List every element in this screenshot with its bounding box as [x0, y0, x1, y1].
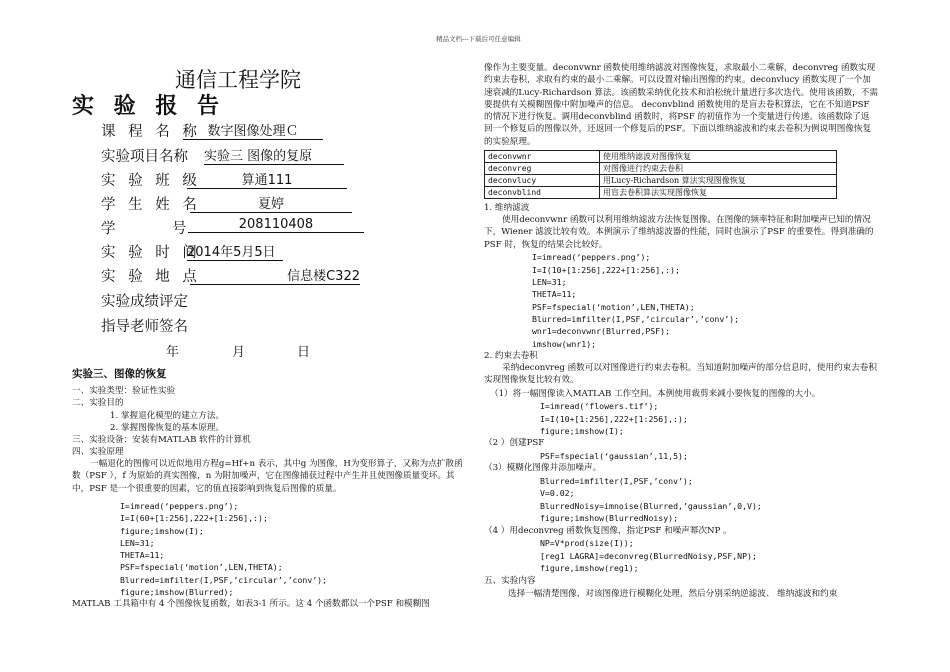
code-line: PSF=fspecial(‘motion’,LEN,THETA); [532, 302, 695, 312]
step-1: （1）将一幅图像读入MATLAB 工作空间。本例使用裁剪来减小要恢复的图像的大小。 [490, 389, 821, 399]
field-value-id: 208110408 [188, 217, 364, 233]
code-line: [reg1 LAGRA]=deconvreg(BlurredNoisy,PSF,NP); [540, 551, 757, 561]
item2-paragraph: 采纳deconvreg 函数可以对图像进行约束去卷积。当知道附加噪声的部分信息时，使用约束去卷积实现图像恢复比较有效。 [484, 363, 877, 386]
table-cell: 用盲去卷积算法实现图像恢复 [600, 187, 837, 199]
table-row [485, 151, 837, 163]
last-line: 选择一幅清楚图像，对该图像进行模糊化处理，然后分别采纳逆滤波、 维纳滤波和约束 [508, 589, 838, 599]
table-cell: 使用维纳滤波对图像恢复 [600, 151, 837, 163]
code-line: PSF=fspecial(‘gaussian’,11,5); [540, 451, 688, 461]
code-line: imshow(wnr1); [532, 339, 597, 349]
code-line: THETA=11; [120, 550, 165, 560]
table-cell: 用Lucy-Richardson 算法实现图像恢复 [600, 175, 837, 187]
code-line: I=imread(‘peppers.png’); [532, 252, 651, 262]
date-month: 月 [232, 345, 246, 360]
code-line: BlurredNoisy=imnoise(Blurred,’gaussian’,0,V); [540, 501, 762, 511]
step-3: （3）模糊化图像并添加噪声。 [484, 463, 602, 473]
table-cell: deconvreg [485, 163, 600, 175]
code-line: I=imread(‘peppers.png’); [120, 501, 239, 511]
field-value-course: 数字图像处理Ｃ [183, 120, 323, 140]
section-5-title: 五、实验内容 [484, 576, 536, 586]
field-label-id-2: 号 [172, 221, 187, 237]
step-2: （2 ）创建PSF [484, 438, 545, 448]
principle-paragraph: 一幅退化的图像可以近似地用方程g=Hf+n 表示，其中g 为图像，H为变形算子，又称为点扩散函数（PSF ），f 为原始的真实图像，n 为附加噪声，它在图像捕获过程中产生并且使图像质量变坏。其中，PSF 是一个很重要的因素，它的值直接影响到恢复后图像的质量。 [72, 459, 463, 494]
field-label-name: 学 生 姓 名 [101, 197, 201, 213]
date-year: 年 [166, 345, 180, 360]
field-label-project: 实验项目名称 [101, 149, 188, 165]
code-line: Blurred=imfilter(I,PSF,’circular’,’conv’); [120, 575, 328, 585]
code-line: PSF=fspecial(‘motion’,LEN,THETA); [120, 562, 283, 572]
header-note: 精品文档---下载后可任意编辑 [436, 35, 521, 43]
section-heading: 实验三、图像的恢复 [72, 368, 167, 380]
table-cell: 对图像进行约束去卷积 [600, 163, 837, 175]
item2-title: 2. 约束去卷积 [484, 351, 538, 361]
code-line: I=I(60+[1:256],222+[1:256],:); [120, 513, 268, 523]
field-label-grade: 实验成绩评定 [101, 294, 188, 310]
table-cell: deconvlucy [485, 175, 600, 187]
code-line: wnr1=deconvwnr(Blurred,PSF); [532, 326, 671, 336]
code-line: figure;imshow(I); [540, 426, 624, 436]
field-label-course: 课 程 名 称 [101, 124, 201, 140]
item1-paragraph: 使用deconvwnr 函数可以利用维纳滤波方法恢复图像。在图像的频率特征和附加噪声已知的情况下，Wiener 滤波比较有效。本例演示了维纳滤波器的性能，同时也演示了PSF 的重要性。得到准确的PSF 时，恢复的结果会比较好。 [484, 215, 874, 250]
text-line: 一、实验类型：验证性实验 [72, 386, 176, 396]
school-name: 通信工程学院 [175, 68, 301, 92]
table-cell: deconvblind [485, 187, 600, 199]
date-day: 日 [297, 345, 311, 360]
function-table [484, 150, 837, 199]
code-line: figure,imshow(reg1); [540, 563, 639, 573]
table-row [485, 163, 837, 175]
text-line: MATLAB 工具箱中有 4 个图像恢复函数，如表3-1 所示。这 4 个函数都以一个PSF 和模糊图 [72, 599, 430, 609]
field-label-id: 学 [101, 221, 116, 237]
field-value-time: 2014年5月5日 [187, 241, 283, 261]
code-line: I=I(10+[1:256],222+[1:256],:); [532, 265, 680, 275]
code-line: I=imread(‘flowers.tif’); [540, 401, 659, 411]
field-value-project: 实验三 图像的复原 [204, 145, 344, 165]
text-line: 三、实验设备：安装有MATLAB 软件的计算机 [72, 435, 251, 445]
code-line: figure;imshow(I); [120, 526, 204, 536]
report-title: 实 验 报 告 [72, 94, 225, 119]
table-cell: deconvwnr [485, 151, 600, 163]
text-line: 1. 掌握退化模型的建立方法。 [110, 411, 225, 421]
text-line: 二、实验目的 [72, 398, 124, 408]
field-value-class: 算通111 [187, 169, 347, 189]
text-line: 四、实验原理 [72, 447, 124, 457]
field-label-time: 实 验 时 间 [101, 245, 201, 261]
code-line: I=I(10+[1:256],222+[1:256],:); [540, 414, 688, 424]
code-line: figure;imshow(Blurred); [120, 587, 234, 597]
code-line: figure;imshow(BlurredNoisy); [540, 513, 679, 523]
step-4: （4 ）用deconvreg 函数恢复图像，指定PSF 和噪声幂次NP 。 [484, 526, 732, 536]
item1-title: 1. 维纳滤波 [484, 203, 530, 213]
field-label-class: 实 验 班 级 [101, 173, 201, 189]
table-row [485, 187, 837, 199]
code-line: NP=V*prod(size(I)); [540, 538, 634, 548]
intro-paragraph: 像作为主要变量。deconvwnr 函数使用维纳滤波对图像恢复，求取最小二乘解，deconvreg 函数实现约束去卷积，求取有约束的最小二乘解。可以设置对输出图像的约束。deconvlucy 函数实现了一个加速衰减的Lucy-Richardson 算法。该函数采纳优化技术和泊松统计量进行多次迭代。使用该函数，不需要提供有关模糊图像中附加噪声的信息。 deconvblind 函数使用的是盲去卷积算法，它在不知道PSF 的情况下进行恢复。调用deconvblind 函数时，将PSF 的初值作为一个变量进行传递。该函数除了返回一个修复后的图像以外，还返回一个修复后的PSF。下面以维纳滤波和约束去卷积为例说明图像恢复的实验原理。 [484, 63, 878, 147]
field-label-location: 实 验 地 点 [101, 269, 201, 285]
field-label-signature: 指导老师签名 [101, 319, 188, 335]
field-value-name: 夏婷 [190, 193, 352, 213]
code-line: Blurred=imfilter(I,PSF,’conv’); [540, 476, 693, 486]
table-row [485, 175, 837, 187]
code-line: V=0.02; [540, 488, 575, 498]
text-line: 2. 掌握图像恢复的基本原理。 [110, 423, 225, 433]
code-line: THETA=11; [532, 289, 577, 299]
code-line: Blurred=imfilter(I,PSF,’circular’,’conv’); [532, 314, 740, 324]
field-value-location: 信息楼C322 [190, 265, 360, 285]
code-line: LEN=31; [120, 538, 155, 548]
code-line: LEN=31; [532, 277, 567, 287]
